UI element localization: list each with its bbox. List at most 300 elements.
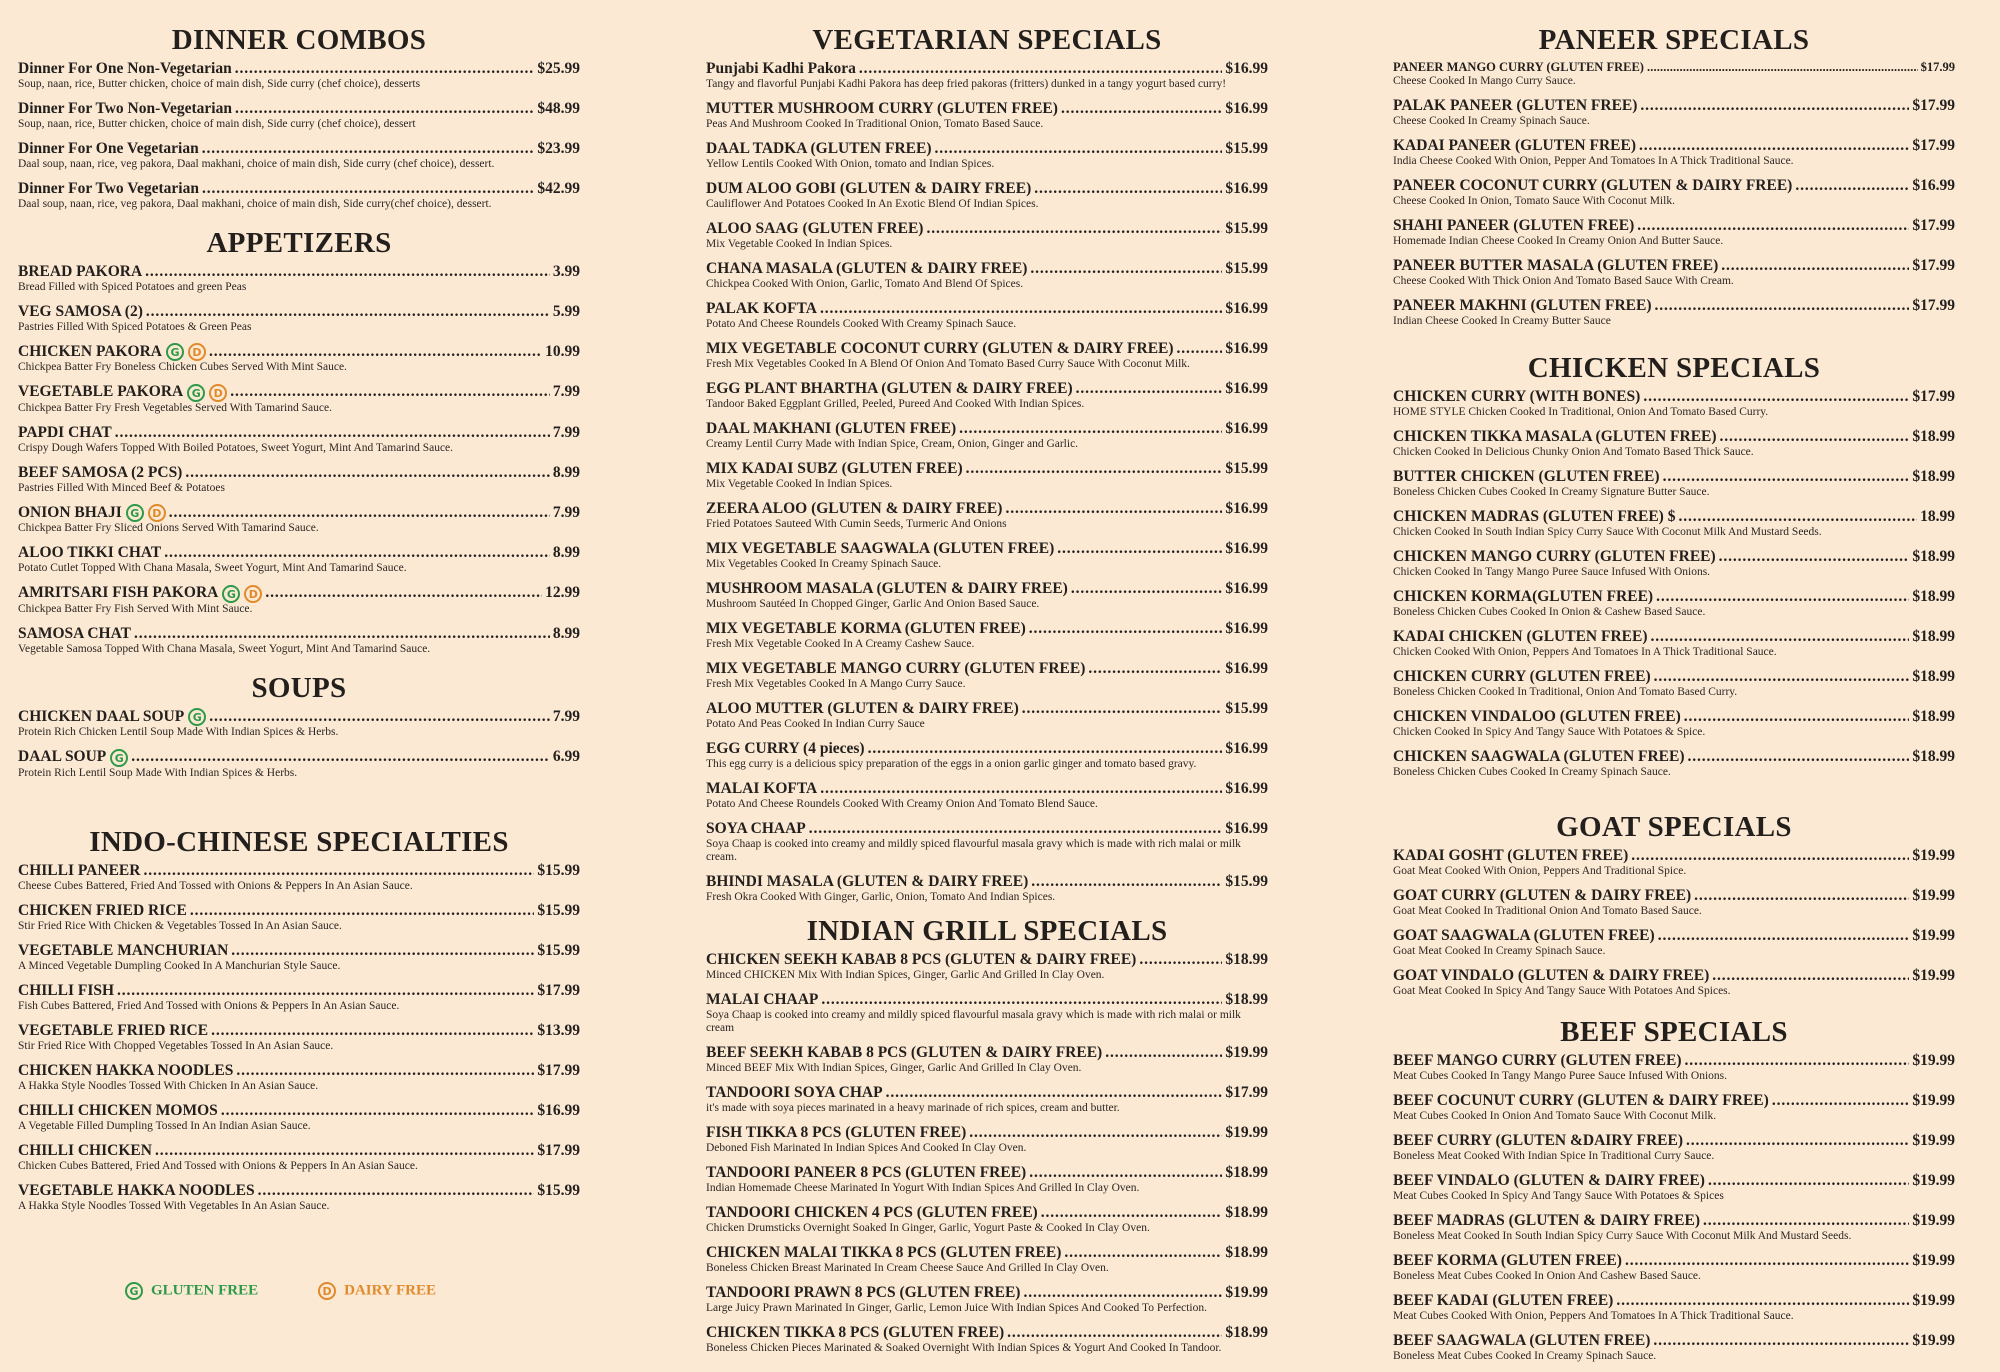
menu-item-description: Mix Vegetable Cooked In Indian Spices.	[706, 238, 893, 250]
menu-item	[18, 942, 580, 973]
menu-item	[706, 540, 1268, 571]
menu-item-name-text: BEEF SAMOSA (2 PCS)	[18, 463, 183, 481]
menu-item	[1393, 508, 1955, 539]
menu-item-name-text: PALAK KOFTA	[706, 300, 817, 317]
menu-item-name	[1393, 60, 1644, 75]
dot-leader	[1678, 508, 1917, 526]
menu-item	[1393, 887, 1955, 918]
menu-item-name-text: BEEF VINDALO (GLUTEN & DAIRY FREE)	[1393, 1172, 1705, 1189]
menu-item-price: $19.99	[1912, 1052, 1955, 1069]
menu-item-line	[18, 100, 580, 118]
menu-item-description: Cheese Cooked With Thick Onion And Tomato Based Sauce With Cream.	[1393, 275, 1734, 287]
menu-item-price: $18.99	[1912, 628, 1955, 645]
menu-item-description: Creamy Lentil Curry Made with Indian Spice, Cream, Onion, Ginger and Garlic.	[706, 438, 1079, 450]
dot-leader	[1023, 1284, 1222, 1302]
menu-item-price: $17.99	[1912, 297, 1955, 314]
menu-item-name	[1393, 257, 1718, 275]
menu-item-name-text: BEEF MANGO CURRY (GLUTEN FREE)	[1393, 1052, 1682, 1069]
menu-item-name	[706, 100, 1058, 118]
menu-item-name	[18, 504, 166, 522]
menu-item	[706, 1284, 1268, 1315]
menu-item-name	[18, 625, 131, 643]
menu-item-price: $19.99	[1225, 1044, 1268, 1061]
menu-item-name-text: FISH TIKKA 8 PCS (GLUTEN FREE)	[706, 1124, 967, 1141]
menu-item-line	[1393, 428, 1955, 446]
menu-item	[18, 303, 580, 334]
dot-leader	[1688, 748, 1910, 766]
menu-item	[706, 660, 1268, 691]
menu-item-line	[1393, 257, 1955, 275]
menu-item	[1393, 1132, 1955, 1163]
menu-item-name	[706, 220, 923, 238]
menu-item-name	[706, 820, 806, 838]
menu-item-name-text: TANDOORI PANEER 8 PCS (GLUTEN FREE)	[706, 1164, 1027, 1181]
menu-item-line	[706, 100, 1268, 118]
menu-item-price: $16.99	[1225, 780, 1268, 797]
menu-item-description: Chickpea Batter Fry Fresh Vegetables Served With Tamarind Sauce.	[18, 401, 332, 414]
menu-item-description: This egg curry is a delicious spicy preparation of the eggs in a onion garlic ginger and tomato based gravy.	[706, 758, 1197, 770]
menu-item	[18, 263, 580, 294]
menu-item	[706, 1084, 1268, 1115]
menu-item-line	[18, 902, 580, 920]
menu-item-line	[18, 1022, 580, 1040]
menu-item	[18, 1102, 580, 1133]
dot-leader	[1007, 1324, 1222, 1342]
menu-item	[18, 504, 580, 535]
menu-item-name	[1393, 97, 1637, 115]
menu-item-price: $19.99	[1912, 887, 1955, 904]
dot-leader	[1631, 847, 1909, 865]
menu-item-name-text: CHICKEN MADRAS (GLUTEN FREE) $	[1393, 508, 1676, 525]
menu-item-description: Soup, naan, rice, Butter chicken, choice of main dish, Side curry (chef choice), dessert	[18, 118, 416, 130]
menu-item	[706, 620, 1268, 651]
menu-item	[1393, 257, 1955, 288]
menu-item-name-text: CHICKEN KORMA(GLUTEN FREE)	[1393, 588, 1654, 605]
menu-item-description: Meat Cubes Cooked In Tangy Mango Puree Sauce Infused With Onions.	[1393, 1070, 1727, 1082]
menu-item-description: Fresh Okra Cooked With Ginger, Garlic, Onion, Tomato And Indian Spices.	[706, 891, 1056, 903]
menu-item-line	[18, 303, 580, 321]
menu-item-name	[706, 340, 1174, 358]
menu-item-line	[1393, 847, 1955, 865]
menu-item-description: Minced CHICKEN Mix With Indian Spices, Ginger, Garlic And Grilled In Clay Oven.	[706, 969, 1105, 981]
menu-item-name-text: GOAT VINDALO (GLUTEN & DAIRY FREE)	[1393, 967, 1710, 984]
menu-item-description: Tandoor Baked Eggplant Grilled, Peeled, Pureed And Cooked With Indian Spices.	[706, 398, 1085, 410]
dot-leader	[1034, 180, 1222, 198]
dot-leader	[1684, 708, 1910, 726]
menu-item-line	[1393, 97, 1955, 115]
menu-item-name-text: TANDOORI SOYA CHAP	[706, 1084, 883, 1101]
menu-item-description: A Hakka Style Noodles Tossed With Vegetables In An Asian Sauce.	[18, 1199, 330, 1212]
menu-item-line	[1393, 967, 1955, 985]
menu-item	[18, 544, 580, 575]
dot-leader	[886, 1084, 1223, 1102]
menu-item	[706, 100, 1268, 131]
menu-item-price: $15.99	[1225, 873, 1268, 890]
menu-item-name	[18, 1062, 233, 1080]
menu-item-name-text: PAPDI CHAT	[18, 423, 112, 441]
menu-item-description: Indian Homemade Cheese Marinated In Yogurt With Indian Spices And Grilled In Clay Oven.	[706, 1182, 1140, 1194]
menu-item-description: Stir Fried Rice With Chicken & Vegetables Tossed In An Asian Sauce.	[18, 919, 342, 932]
section-title: GOAT SPECIALS	[1556, 811, 1792, 843]
menu-item-description: Fresh Mix Vegetables Cooked In A Blend Of Onion And Tomato Based Curry Sauce With Coconut Milk.	[706, 358, 1190, 370]
menu-item-description: Chicken Drumsticks Overnight Soaked In Ginger, Garlic, Yogurt Paste & Cooked In Clay Oven.	[706, 1222, 1150, 1234]
dot-leader	[236, 1062, 534, 1080]
menu-item-name-text: Dinner For Two Non-Vegetarian	[18, 100, 232, 117]
menu-item	[18, 60, 580, 91]
menu-item-line	[18, 625, 580, 643]
dot-leader	[1064, 1244, 1222, 1262]
menu-item-name	[18, 1182, 255, 1200]
menu-item	[1393, 967, 1955, 998]
menu-item-price: $15.99	[537, 1181, 580, 1199]
menu-item-description: Soya Chaap is cooked into creamy and mildly spiced flavourful masala gravy which is made with rich malai or milk cream	[706, 1009, 1241, 1034]
menu-item-name	[1393, 1052, 1682, 1070]
dot-leader	[1029, 620, 1223, 638]
dot-leader	[1685, 1052, 1910, 1070]
menu-item-line	[706, 220, 1268, 238]
menu-item-price: $18.99	[1225, 1244, 1268, 1261]
menu-item-description: Chickpea Cooked With Onion, Garlic, Tomato And Blend Of Spices.	[706, 278, 1024, 290]
menu-item-line	[1393, 927, 1955, 945]
menu-item	[18, 902, 580, 933]
dot-leader	[1663, 468, 1910, 486]
menu-item-name	[18, 584, 262, 602]
menu-item-price: $18.99	[1912, 428, 1955, 445]
menu-item-price: $19.99	[1912, 967, 1955, 984]
menu-item-name	[18, 180, 199, 198]
dot-leader	[209, 343, 542, 361]
menu-item-name	[1393, 388, 1640, 406]
menu-item-description: Minced BEEF Mix With Indian Spices, Ginger, Garlic And Grilled In Clay Oven.	[706, 1062, 1082, 1074]
menu-item-description: Boneless Chicken Cubes Cooked In Onion & Cashew Based Sauce.	[1393, 606, 1706, 618]
menu-item-name	[706, 60, 856, 78]
menu-item	[18, 383, 580, 414]
dot-leader	[1616, 1292, 1909, 1310]
menu-item-price: $18.99	[1225, 1164, 1268, 1181]
menu-item	[1393, 927, 1955, 958]
menu-item	[706, 1204, 1268, 1235]
menu-item-name-text: SOYA CHAAP	[706, 820, 806, 837]
gluten-free-icon: G	[187, 384, 205, 402]
menu-item-description: Large Juicy Prawn Marinated In Ginger, Garlic, Lemon Juice With Indian Spices And Cooked To Perfection.	[706, 1302, 1207, 1314]
menu-item-description: Soya Chaap is cooked into creamy and mildly spiced flavourful masala gravy which is made with rich malai or milk cream.	[706, 838, 1241, 863]
menu-item	[1393, 177, 1955, 208]
menu-item-line	[1393, 60, 1955, 75]
menu-item-price: $18.99	[1912, 708, 1955, 725]
menu-item-line	[706, 580, 1268, 598]
menu-item-name	[18, 303, 143, 321]
menu-item	[18, 100, 580, 131]
menu-item-name	[18, 464, 182, 482]
menu-item-price: $19.99	[1912, 1292, 1955, 1309]
dot-leader	[185, 464, 550, 482]
menu-item-description: Boneless Meat Cooked With Indian Spice In Traditional Curry Sauce.	[1393, 1150, 1715, 1162]
menu-item-price: $17.99	[537, 1141, 580, 1159]
menu-section	[1393, 22, 1955, 328]
section-title: PANEER SPECIALS	[1538, 24, 1810, 56]
menu-item-line	[18, 343, 580, 361]
menu-item-description: Protein Rich Chicken Lentil Soup Made With Indian Spices & Herbs.	[18, 726, 339, 739]
menu-item-name	[1393, 967, 1709, 985]
legend-dairy-free	[318, 1282, 436, 1300]
menu-item-line	[706, 780, 1268, 798]
dot-leader	[959, 420, 1222, 438]
menu-item-name	[18, 383, 227, 401]
menu-item	[1393, 1212, 1955, 1243]
menu-section	[1393, 350, 1955, 779]
menu-item-price: 12.99	[545, 584, 580, 602]
menu-item-line	[706, 1324, 1268, 1342]
menu-item-name-text: VEGETABLE FRIED RICE	[18, 1021, 209, 1039]
menu-item-description: Mushroom Sautéed In Chopped Ginger, Garlic And Onion Based Sauce.	[706, 598, 1040, 610]
menu-item-description: Boneless Chicken Cubes Cooked In Creamy Spinach Sauce.	[1393, 766, 1671, 778]
menu-item-line	[706, 951, 1268, 969]
menu-item	[706, 1164, 1268, 1195]
menu-item-name	[706, 260, 1027, 278]
menu-item-name-text: CHICKEN SAAGWALA (GLUTEN FREE)	[1393, 748, 1685, 765]
dot-leader	[1712, 967, 1909, 985]
menu-item-line	[1393, 668, 1955, 686]
menu-item-name-text: PANEER COCONUT CURRY (GLUTEN & DAIRY FREE)	[1393, 177, 1793, 194]
menu-item-price: $16.99	[1912, 177, 1955, 194]
menu-item-description: Bread Filled with Spiced Potatoes and green Peas	[18, 281, 247, 293]
menu-item-line	[18, 708, 580, 726]
dairy-free-icon: D	[209, 384, 227, 402]
menu-item-description: Chicken Cooked In Spicy And Tangy Sauce With Potatoes & Spice.	[1393, 726, 1706, 738]
menu-item	[18, 625, 580, 656]
menu-item	[1393, 668, 1955, 699]
menu-item-line	[706, 380, 1268, 398]
menu-item-name-text: BEEF KADAI (GLUTEN FREE)	[1393, 1292, 1614, 1309]
menu-item-name-text: KADAI CHICKEN (GLUTEN FREE)	[1393, 628, 1648, 645]
menu-item-name	[1393, 297, 1651, 315]
menu-column-right	[1393, 22, 1955, 1372]
menu-item-price: $16.99	[1225, 820, 1268, 837]
menu-item-name-text: EGG PLANT BHARTHA (GLUTEN & DAIRY FREE)	[706, 380, 1073, 397]
menu-item-description: Pastries Filled With Spiced Potatoes & Green Peas	[18, 321, 252, 333]
menu-item	[1393, 1332, 1955, 1363]
menu-item-name-text: CHICKEN MANGO CURRY (GLUTEN FREE)	[1393, 548, 1716, 565]
dot-leader	[1647, 60, 1918, 75]
menu-item-price: $18.99	[1912, 588, 1955, 605]
dot-leader	[1088, 660, 1222, 678]
menu-item-price: 3.99	[552, 263, 580, 280]
menu-item-line	[18, 383, 580, 401]
menu-item-price: $17.99	[1912, 97, 1955, 114]
menu-section	[18, 22, 580, 211]
menu-item-price: $15.99	[1225, 260, 1268, 277]
menu-item-description: Fried Potatoes Sauteed With Cumin Seeds, Turmeric And Onions	[706, 518, 1007, 530]
menu-item	[706, 780, 1268, 811]
dot-leader	[202, 180, 534, 198]
menu-item-price: 8.99	[552, 463, 580, 481]
menu-item-description: Potato And Cheese Roundels Cooked With Creamy Spinach Sauce.	[706, 318, 1017, 330]
menu-item-name-text: MUTTER MUSHROOM CURRY (GLUTEN FREE)	[706, 100, 1058, 117]
menu-item-name	[706, 660, 1085, 678]
menu-item-line	[18, 60, 580, 78]
section-title: INDIAN GRILL SPECIALS	[806, 915, 1168, 947]
dot-leader	[1005, 500, 1222, 518]
menu-item	[18, 343, 580, 374]
menu-item-line	[1393, 1292, 1955, 1310]
menu-item	[1393, 428, 1955, 459]
menu-section	[18, 670, 580, 780]
menu-item-description: Chicken Cooked In Tangy Mango Puree Sauce Infused With Onions.	[1393, 566, 1711, 578]
menu-item-price: $19.99	[1912, 1092, 1955, 1109]
menu-item-name	[1393, 887, 1691, 905]
dot-leader	[1071, 580, 1223, 598]
menu-item-description: Chicken Cooked In South Indian Spicy Curry Sauce With Coconut Milk And Mustard Seeds.	[1393, 526, 1822, 538]
menu-item-name	[1393, 927, 1655, 945]
menu-item-name	[706, 500, 1002, 518]
menu-item-line	[1393, 1172, 1955, 1190]
menu-item-description: Potato And Cheese Roundels Cooked With Creamy Onion And Tomato Blend Sauce.	[706, 798, 1098, 810]
dot-leader	[1656, 588, 1909, 606]
menu-item-description: Deboned Fish Marinated In Indian Spices And Cooked In Clay Oven.	[706, 1142, 1027, 1154]
menu-item-price: $19.99	[1912, 1172, 1955, 1189]
menu-item	[18, 1182, 580, 1213]
gluten-free-icon: G	[126, 504, 144, 522]
menu-item-price: $15.99	[1225, 700, 1268, 717]
menu-item	[18, 1062, 580, 1093]
menu-item-name-text: DUM ALOO GOBI (GLUTEN & DAIRY FREE)	[706, 180, 1032, 197]
menu-item-price: $18.99	[1225, 1204, 1268, 1221]
dot-leader	[1076, 380, 1223, 398]
menu-item-line	[1393, 297, 1955, 315]
dot-leader	[966, 460, 1223, 478]
dairy-free-icon: D	[148, 504, 166, 522]
menu-item-line	[18, 862, 580, 880]
menu-item-name-text: AMRITSARI FISH PAKORA	[18, 584, 219, 602]
menu-item-name-text: VEGETABLE MANCHURIAN	[18, 941, 229, 959]
dot-leader	[820, 300, 1222, 318]
menu-item-description: Protein Rich Lentil Soup Made With Indian Spices & Herbs.	[18, 766, 298, 779]
menu-item-line	[1393, 468, 1955, 486]
menu-item-description: Indian Cheese Cooked In Creamy Butter Sauce	[1393, 315, 1611, 327]
menu-item-name-text: MIX KADAI SUBZ (GLUTEN FREE)	[706, 460, 963, 477]
menu-item-description: Mix Vegetable Cooked In Indian Spices.	[706, 478, 893, 490]
menu-item-line	[1393, 1052, 1955, 1070]
menu-item-name-text: VEG SAMOSA (2)	[18, 303, 143, 320]
menu-item-name	[706, 1284, 1020, 1302]
menu-item-line	[18, 1102, 580, 1120]
menu-item-description: Cheese Cubes Battered, Fried And Tossed with Onions & Peppers In An Asian Sauce.	[18, 879, 413, 892]
legend-gluten-free-label: GLUTEN FREE	[151, 1282, 259, 1299]
menu-item	[18, 982, 580, 1013]
menu-item-line	[18, 982, 580, 1000]
menu-item	[18, 862, 580, 893]
menu-item	[706, 740, 1268, 771]
menu-item-name-text: BEEF SAAGWALA (GLUTEN FREE)	[1393, 1332, 1651, 1349]
menu-item-line	[706, 873, 1268, 891]
menu-item	[1393, 748, 1955, 779]
menu-item-name	[1393, 628, 1647, 646]
menu-item-line	[706, 1164, 1268, 1182]
menu-section	[1393, 809, 1955, 998]
dot-leader	[1105, 1044, 1222, 1062]
menu-item	[1393, 60, 1955, 88]
menu-item-price: 7.99	[552, 423, 580, 441]
dot-leader	[859, 60, 1223, 78]
menu-item-price: 5.99	[552, 303, 580, 320]
menu-item-name	[706, 1204, 1038, 1222]
menu-item	[706, 180, 1268, 211]
menu-item-description: Boneless Meat Cubes Cooked In Creamy Spinach Sauce.	[1393, 1350, 1657, 1362]
dot-leader	[265, 584, 542, 602]
dot-leader	[134, 625, 550, 643]
menu-item-price: $18.99	[1225, 1324, 1268, 1341]
menu-item-name-text: EGG CURRY (4 pieces)	[706, 740, 865, 757]
dot-leader	[1029, 1164, 1222, 1182]
dot-leader	[1772, 1092, 1910, 1110]
menu-item-name	[1393, 177, 1792, 195]
menu-item-name-text: CHANA MASALA (GLUTEN & DAIRY FREE)	[706, 260, 1028, 277]
menu-item-name-text: MIX VEGETABLE MANGO CURRY (GLUTEN FREE)	[706, 660, 1086, 677]
menu-item-line	[706, 60, 1268, 78]
menu-item-line	[1393, 748, 1955, 766]
menu-item-name-text: ALOO SAAG (GLUTEN FREE)	[706, 220, 924, 237]
menu-item-name-text: BHINDI MASALA (GLUTEN & DAIRY FREE)	[706, 873, 1029, 890]
menu-item-name	[18, 708, 206, 726]
menu-section	[1393, 1014, 1955, 1363]
menu-item-description: A Vegetable Filled Dumpling Tossed In An Indian Asian Sauce.	[18, 1119, 311, 1132]
dietary-legend	[125, 1282, 436, 1300]
dot-leader	[202, 140, 535, 158]
menu-item-price: $19.99	[1225, 1124, 1268, 1141]
menu-item-description: Boneless Chicken Cooked In Traditional, Onion And Tomato Based Curry.	[1393, 686, 1738, 698]
menu-item-description: Yellow Lentils Cooked With Onion, tomato and Indian Spices.	[706, 158, 995, 170]
menu-item	[706, 873, 1268, 904]
dot-leader	[146, 303, 550, 321]
menu-item-name-text: VEGETABLE PAKORA	[18, 383, 184, 401]
menu-item-name	[706, 300, 817, 318]
gluten-free-icon: G	[166, 343, 184, 361]
menu-item-price: $16.99	[1225, 500, 1268, 517]
dot-leader	[1654, 297, 1909, 315]
menu-item-name-text: ALOO MUTTER (GLUTEN & DAIRY FREE)	[706, 700, 1019, 717]
menu-item-price: $25.99	[537, 60, 580, 77]
menu-item-line	[18, 504, 580, 522]
menu-item-line	[1393, 1252, 1955, 1270]
menu-item-name-text: CHICKEN PAKORA	[18, 343, 162, 360]
menu-section	[706, 913, 1268, 1355]
menu-item-name	[1393, 1092, 1769, 1110]
menu-item-name	[18, 1102, 218, 1120]
menu-item-name	[18, 544, 161, 562]
menu-item-price: $19.99	[1912, 1332, 1955, 1349]
menu-item-line	[18, 140, 580, 158]
menu-item-name	[1393, 1172, 1705, 1190]
menu-item-line	[18, 263, 580, 281]
menu-item	[706, 951, 1268, 982]
menu-item-line	[1393, 137, 1955, 155]
menu-item-price: $16.99	[1225, 540, 1268, 557]
menu-item	[706, 260, 1268, 291]
menu-section	[18, 824, 580, 1213]
menu-item-line	[706, 500, 1268, 518]
menu-item	[18, 464, 580, 495]
menu-item-name-text: BREAD PAKORA	[18, 263, 143, 280]
menu-item-line	[706, 820, 1268, 838]
dot-leader	[1650, 628, 1909, 646]
menu-item-line	[706, 300, 1268, 318]
menu-item-line	[706, 660, 1268, 678]
menu-item	[706, 580, 1268, 611]
dot-leader	[926, 220, 1222, 238]
menu-item-price: $18.99	[1912, 468, 1955, 485]
menu-item-line	[1393, 1132, 1955, 1150]
menu-column-middle	[706, 22, 1268, 1364]
